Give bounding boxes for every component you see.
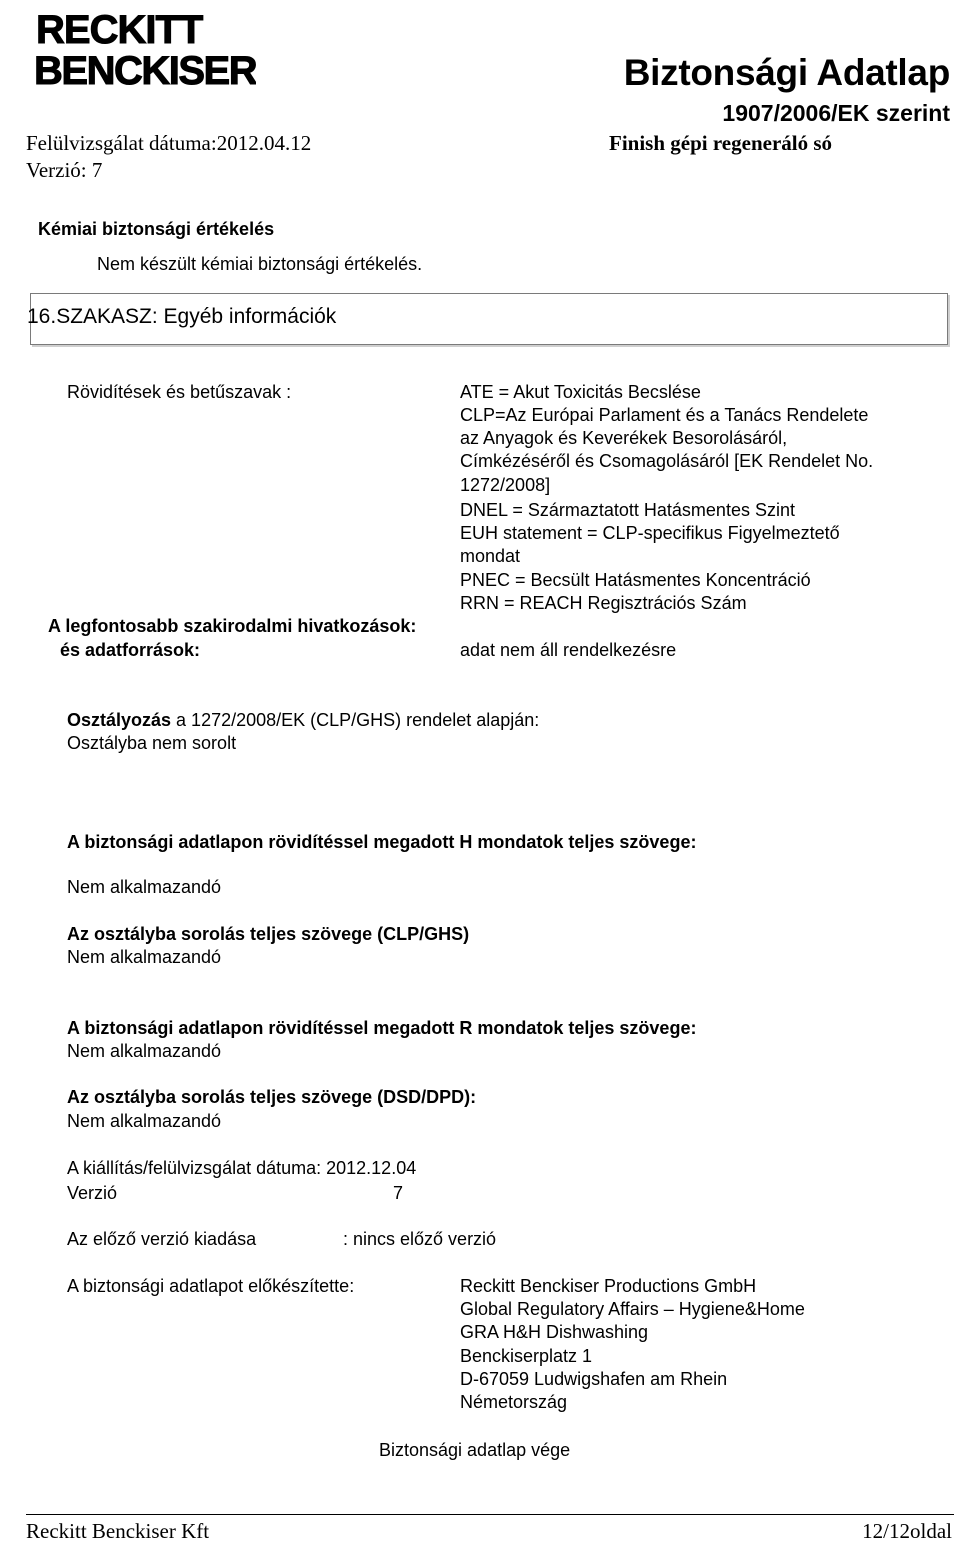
abbreviation-line: RRN = REACH Regisztrációs Szám	[460, 593, 747, 613]
revision-date: Felülvizsgálat dátuma:2012.04.12	[26, 131, 312, 155]
abbreviation-line: mondat	[460, 546, 521, 566]
document-title: Biztonsági Adatlap	[623, 52, 950, 93]
abbreviation-line: EUH statement = CLP-specifikus Figyelmeztető	[460, 523, 840, 543]
footer-page-number: 12/12oldal	[862, 1519, 952, 1543]
references-label: A legfontosabb szakirodalmi hivatkozások:	[48, 616, 417, 636]
dsd-full-text-value: Nem alkalmazandó	[67, 1111, 222, 1131]
h-statements-value: Nem alkalmazandó	[67, 877, 222, 897]
h-statements-heading: A biztonsági adatlapon rövidítéssel megadott H mondatok teljes szövege:	[67, 832, 697, 852]
abbreviation-line: ATE = Akut Toxicitás Becslése	[460, 382, 701, 402]
abbreviations-label: Rövidítések és betűszavak :	[67, 382, 292, 402]
product-name: Finish gépi regeneráló só	[609, 131, 833, 155]
section-16-title: 16.SZAKASZ: Egyéb információk	[27, 305, 337, 328]
logo-text-line2: BENCKISER	[34, 49, 256, 92]
issue-date: A kiállítás/felülvizsgálat dátuma: 2012.12.04	[67, 1158, 417, 1178]
previous-version-value: : nincs előző verzió	[343, 1229, 497, 1249]
abbreviation-line: az Anyagok és Keverékek Besorolásáról,	[460, 428, 788, 448]
previous-version-label: Az előző verzió kiadása	[67, 1229, 257, 1249]
regulation-reference: 1907/2006/EK szerint	[722, 100, 950, 126]
issue-version-label: Verzió	[67, 1183, 118, 1203]
classification-value: Osztályba nem sorolt	[67, 733, 237, 753]
abbreviation-line: 1272/2008]	[460, 475, 551, 495]
abbreviation-line: CLP=Az Európai Parlament és a Tanács Rendelete	[460, 405, 869, 425]
classification-heading	[67, 710, 539, 731]
prepared-by-label: A biztonsági adatlapot előkészítette:	[67, 1276, 355, 1296]
classification-heading-bold: Osztályozás	[67, 710, 172, 730]
footer-divider	[26, 1514, 954, 1515]
abbreviation-line: PNEC = Becsült Hatásmentes Koncentráció	[460, 570, 811, 590]
company-logo	[34, 6, 256, 92]
chemical-safety-heading: Kémiai biztonsági értékelés	[38, 219, 275, 239]
abbreviation-line: Címkézéséről és Csomagolásáról [EK Rendelet No.	[460, 451, 874, 471]
references-value: adat nem áll rendelkezésre	[460, 640, 677, 660]
classification-heading-rest: a 1272/2008/EK (CLP/GHS) rendelet alapján:	[171, 710, 540, 730]
issue-version-value: 7	[393, 1183, 404, 1203]
version-label: Verzió: 7	[26, 158, 103, 182]
footer-company: Reckitt Benckiser Kft	[26, 1519, 210, 1543]
chemical-safety-text: Nem készült kémiai biztonsági értékelés.	[97, 254, 423, 274]
abbreviation-line: DNEL = Származtatott Hatásmentes Szint	[460, 500, 795, 520]
prepared-by-line: GRA H&H Dishwashing	[460, 1322, 649, 1342]
prepared-by-line: D-67059 Ludwigshafen am Rhein	[460, 1369, 728, 1389]
prepared-by-line: Németország	[460, 1392, 568, 1412]
clp-full-text-heading: Az osztályba sorolás teljes szövege (CLP/GHS)	[67, 924, 470, 944]
end-of-document-text: Biztonsági adatlap vége	[379, 1440, 571, 1460]
prepared-by-line: Global Regulatory Affairs – Hygiene&Home	[460, 1299, 805, 1319]
references-label-line2: és adatforrások:	[60, 640, 201, 660]
r-phrases-value: Nem alkalmazandó	[67, 1041, 222, 1061]
logo-text-line1: RECKITT	[36, 8, 203, 52]
prepared-by-line: Reckitt Benckiser Productions GmbH	[460, 1276, 757, 1296]
dsd-full-text-heading: Az osztályba sorolás teljes szövege (DSD/DPD):	[67, 1087, 477, 1107]
clp-full-text-value: Nem alkalmazandó	[67, 947, 222, 967]
r-phrases-heading: A biztonsági adatlapon rövidítéssel megadott R mondatok teljes szövege:	[67, 1018, 697, 1038]
prepared-by-line: Benckiserplatz 1	[460, 1346, 593, 1366]
